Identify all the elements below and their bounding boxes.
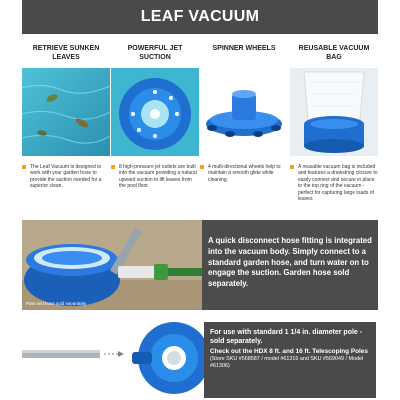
feature-title: RETRIEVE SUNKEN LEAVES	[32, 45, 100, 61]
feature-title: REUSABLE VACUUM BAG	[298, 45, 370, 61]
hose-connection-photo	[22, 220, 202, 310]
bullet-icon	[200, 165, 204, 169]
pole-section	[22, 314, 378, 400]
feature-grid	[22, 40, 378, 220]
feature-description: 4 multi-directional wheels help to maintain a smooth glide while cleaning.	[200, 164, 288, 183]
hose-fitting-text: A quick disconnect hose fitting is integrated into the vacuum body. Simply connect to a standard garden hose, and turn water on to engage the suction. Garden hose sold separately.	[208, 236, 372, 289]
feature-jet-suction	[111, 40, 199, 220]
pool-water-leaves-image	[22, 68, 110, 156]
feature-description: The Leaf Vacuum is designed to work with your garden hose to provide the suction needed for a superior clean.	[22, 164, 110, 190]
feature-title: POWERFUL JET SUCTION	[127, 45, 183, 61]
bullet-icon	[22, 165, 26, 169]
feature-spinner-wheels	[200, 40, 288, 220]
jet-suction-image	[111, 68, 199, 156]
feature-title: SPINNER WHEELS	[212, 45, 276, 52]
feature-vacuum-bag	[290, 40, 378, 220]
pole-connection-image	[22, 314, 207, 400]
pole-info-box	[204, 322, 376, 398]
hose-fitting-section	[22, 220, 378, 310]
feature-retrieve-leaves	[22, 40, 110, 220]
photo-caption: Pole and hose sold separately	[26, 301, 87, 306]
pole-headline: For use with standard 1 1/4 in. diameter pole - sold separately.	[210, 329, 363, 345]
bullet-icon	[290, 165, 294, 169]
bullet-icon	[111, 165, 115, 169]
feature-description: A reusable vacuum bag is included and features a drawstring closure to easily connect and secure in place to the top ring of the vacuum - perfect for capturing large loads of leaves	[290, 164, 378, 202]
spinner-wheels-image	[200, 68, 288, 156]
page-title: LEAF VACUUM	[140, 8, 260, 25]
pole-sku: (Store SKU #568587 / model #61316 and SKU #569049 / Model #61306)	[210, 356, 364, 370]
banner-header	[22, 0, 378, 34]
pole-body: Check out the HDX 8 ft. and 16 ft. Telescoping Poles	[210, 348, 368, 355]
feature-description: 8 high-pressure jet outlets are built into the vacuum providing a natural upward suction to lift leaves from the pool floor.	[111, 164, 199, 190]
vacuum-bag-image	[290, 68, 378, 156]
